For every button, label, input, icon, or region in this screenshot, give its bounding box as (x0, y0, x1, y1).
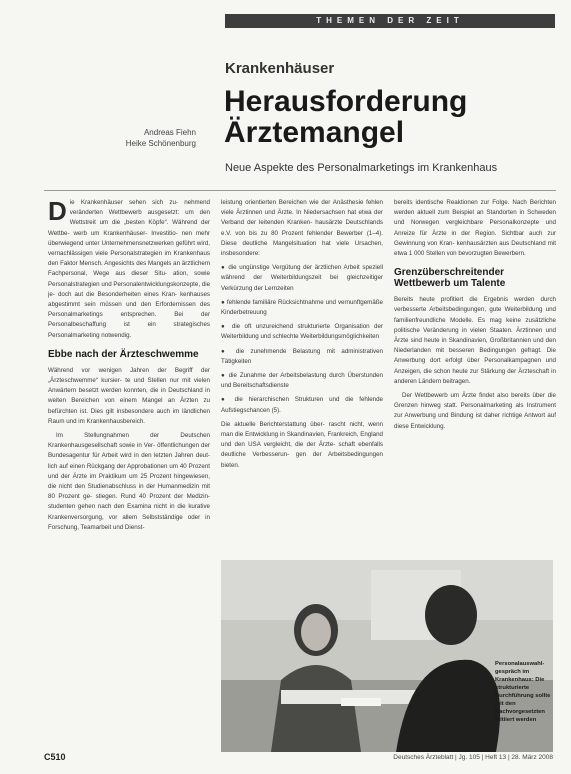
intro-text: ie Krankenhäuser sehen sich zu- nehmend veränderten Wettbewerb ausgesetzt: um den Wettstreit um die „besten Köpfe“. Während der Wettbe- werb um Krankenhäuser- Investitio- nen mehr überwiegend unter Unternehmensnetzwerken geführt wird, vernachlässigen viele Personalstrategien im Krankenhaus den Faktor Mensch. Angesichts des Mangels an ärztlichem Fachpersonal, Wege aus dieser Situ- ation, sowie Personalstrategien und Personalentwicklungskonzepte, die je- doch aut die Besonderheiten eines Kran- kenhauses abgestimmt sein müssen und den Erfordernissen des Personalmarketings entsprechen. Bei der Personalbeschaffung ist ein strategisches Personalmarketing notwendig. (48, 199, 210, 339)
page-number: C510 (44, 752, 66, 762)
section-banner: THEMEN DER ZEIT (225, 14, 555, 28)
text-column-1 (48, 198, 210, 746)
bullet-item: ● die hierarchischen Strukturen und die fehlende Aufstiegschancen (5). (221, 396, 383, 414)
bullet-item: ● die Zunahme der Arbeitsbelastung durch Überstunden und Bereitschaftsdienste (221, 372, 383, 390)
drop-cap: D (48, 198, 67, 226)
intro-paragraph (48, 198, 210, 341)
title-line-1: Herausforderung (224, 85, 468, 118)
bullet-item: ● die oft unzureichend strukturierte Organisation der Weiterbildung und schlechte Weiterbildungsmöglichkeiten (221, 323, 383, 341)
author-name: Andreas Fiehn (143, 128, 196, 137)
body-paragraph: leistung orientierten Bereichen wie der Anästhesie fehlen viele Ärztinnen und Ärzte. In Niedersachsen hat etwa der Verband der leitenden Kranken- hausärzte Deutschlands e.V. von bis zu 80 Prozent fehlender Bewerber (1–4). Diese deutliche Mangelsituation hat viele Ursachen, insbesondere: (221, 199, 383, 258)
bullet-item: ● fehlende familiäre Rücksichtnahme und vernunftgemäße Kinderbetreuung (221, 298, 383, 317)
publication-info: Deutsches Ärzteblatt | Jg. 105 | Heft 13 | 28. März 2008 (393, 754, 553, 761)
article-kicker: Krankenhäuser (225, 60, 335, 77)
article-subtitle: Neue Aspekte des Personalmarketings im Krankenhaus (225, 162, 498, 174)
body-paragraph: Die aktuelle Berichterstattung über- rascht nicht, wenn man die Entwicklung in Skandinavien, Frankreich, England und den USA vergleicht, die der Ärzte- schaft ebenfalls deutliche Verbesserun- gen der Arbeitsbedingungen bieten. (221, 420, 383, 469)
body-paragraph: bereits identische Reaktionen zur Folge. Nach Berichten werden aktuell zum Beispiel an Standorten in Schweden und Norwegen vergleichbare Personalkonzepte und Anreize für Ärzte in der Region. Sichtbar auch zur Gewinnung von Kran- kenhausärzten aus Deutschland mit etwa 1 000 Stellen von bevorzugten Bewerbern. (394, 199, 556, 258)
body-paragraph: Während vor wenigen Jahren der Begriff der „Ärzteschwemme“ kursier- te und Stellen nur mit vielen Anwärtern besetzt werden konnten, die in Deutschland in weiten Bereichen von einem Mangel an Ärzten zu befürchten ist. Dies gilt insbesondere auch im ländlichen Raum und im Krankenhausbereich. (48, 366, 210, 425)
text-column-3 (394, 198, 556, 538)
body-paragraph: Im Stellungnahmen der Deutschen Krankenhausgesellschaft sowie in Ver- öffentlichungen der Bundesagentur für Arbeit wird in den letzten Jahren deut- lich auf einen Rückgang der Approbationen um 40 Prozent und der Ärzte im Praktikum um 25 Prozent hingewiesen, die nicht den Studienabschluss in der Humanmedizin mit 80 Prozent ge- stiegen. Rund 40 Prozent der Medizin- studenten gehen nach den Examina nicht in die kurative Krankenversorgung, vor allem Selbstständige oder in Forschung, Teamarbeit und Dienst- (48, 432, 210, 531)
author-name: Heike Schönenburg (125, 139, 196, 148)
bullet-item: ● die ungünstige Vergütung der ärztlichen Arbeit speziell während der Weiterbildungszeit bei gleichzeitiger Verkürzung der Lernzeiten (221, 264, 383, 292)
section-heading: Ebbe nach der Ärzteschwemme (48, 348, 199, 360)
section-heading: Grenzüberschreitender Wettbewerb um Talente (394, 267, 506, 290)
divider (44, 190, 556, 191)
photo-caption: Personalauswahl- gespräch im Krankenhaus: Die strukturierte Durchführung sollte mit den Kachvorgesetzten initiiert werden (495, 661, 551, 723)
bullet-item: ● die zunehmende Belastung mit administrativen Tätigkeiten (221, 347, 383, 365)
text-column-2 (221, 198, 383, 538)
body-paragraph: Bereits heute profitiert die Ergebnis werden durch verbesserte Arbeitsbedingungen, gute Weiterbildung und familienfreundliche Modelle. Es mag keine zusätzliche politische Veränderung in vielen Staaten. Ärztinnen und Ärzte sind heute in Skandinavien, Großbritannien und den Niederlanden mit besseren Bedingungen gefragt. Die Anwerbung dort erfolgt über Personalkampagnen und Anzeigen, die schon heute zur Stärkung der Ärzteschaft in anderen Ländern beitragen. (394, 296, 556, 385)
title-line-2: Ärztemangel (224, 116, 405, 149)
author-list (56, 127, 196, 149)
body-paragraph: Der Wettbewerb um Ärzte findet also bereits über die Grenzen hinweg statt. Personalmarketing als Instrument zur Anwerbung und Bindung ist daher richtige Antwort auf diese Entwicklung. (394, 392, 556, 430)
article-title (224, 86, 467, 148)
